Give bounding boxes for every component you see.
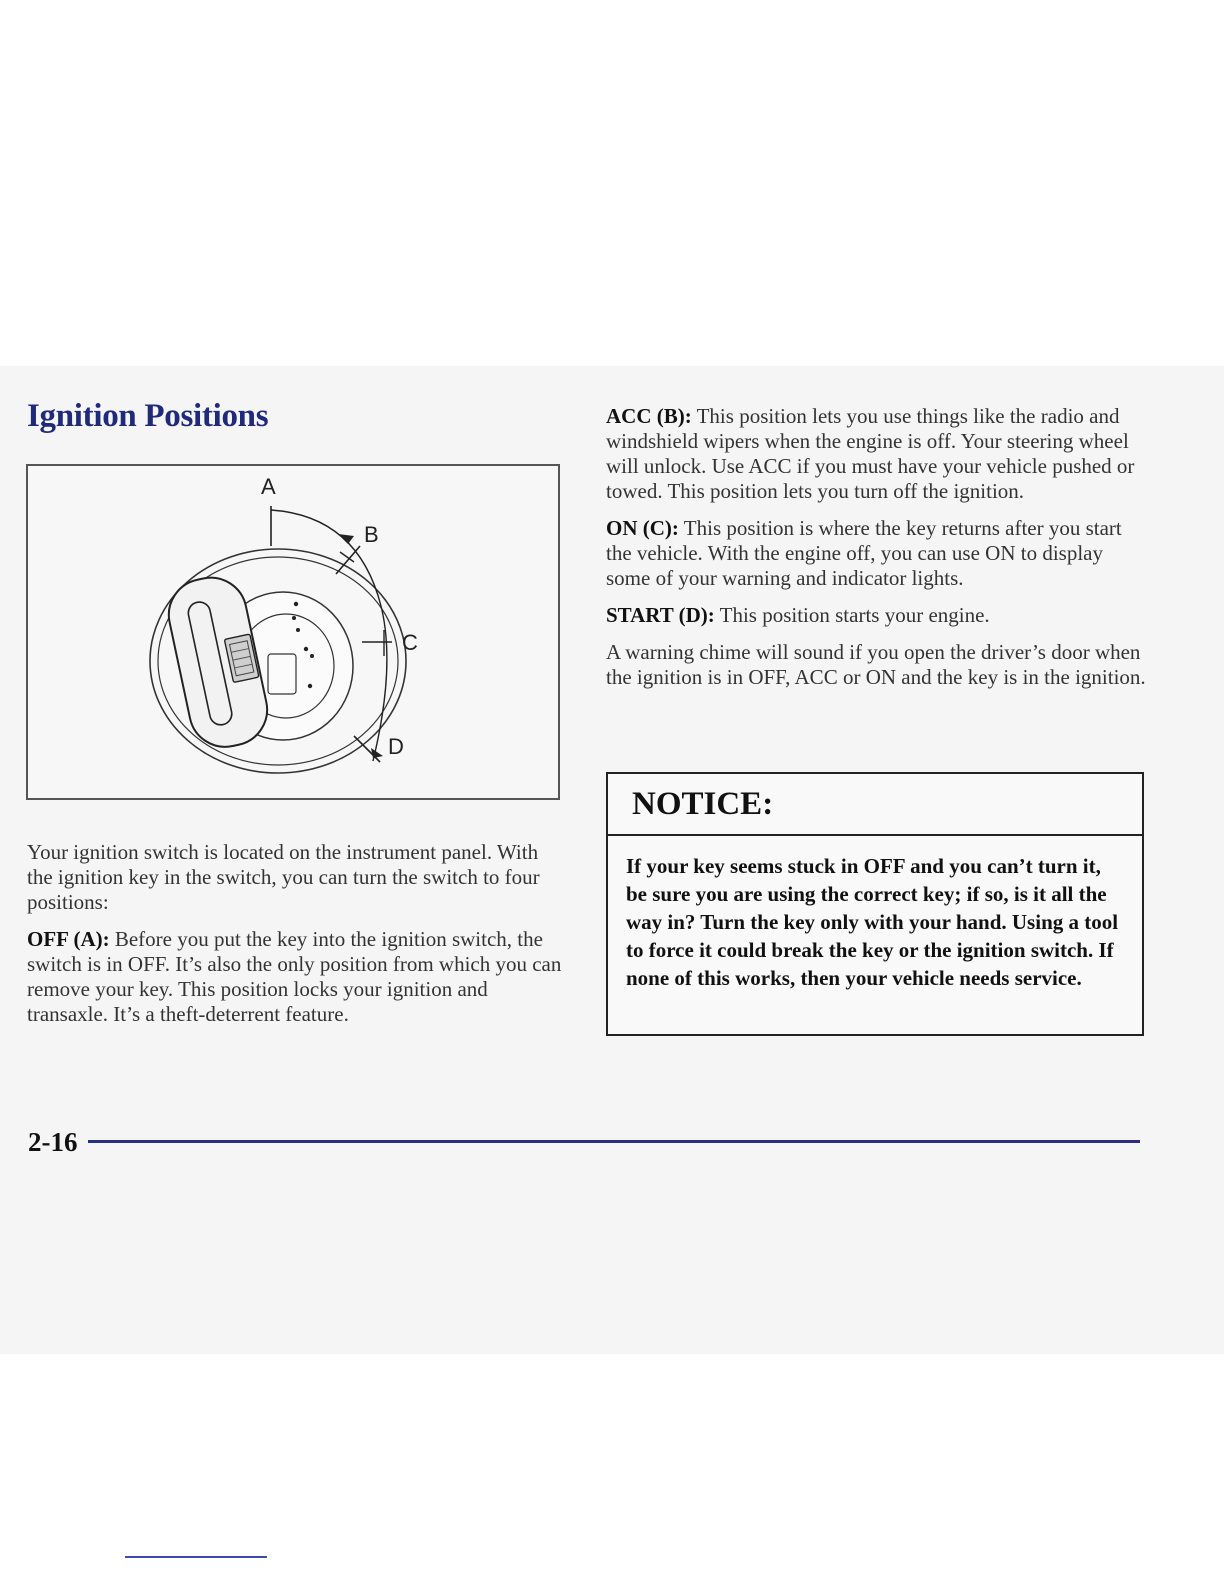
start-text: This position starts your engine.: [714, 603, 990, 627]
intro-paragraph: Your ignition switch is located on the instrument panel. With the ignition key in the switch, you can turn the switch to four positions:: [27, 840, 540, 914]
page-number: 2-16: [28, 1127, 78, 1157]
notice-body: If your key seems stuck in OFF and you can’t turn it, be sure you are using the correct key; if so, is it all the way in? Turn the key only with your hand. Using a tool to force it could break the key or the ignition switch. If none of this works, then your vehicle needs service.: [626, 854, 1119, 990]
acc-paragraph: [606, 404, 1146, 504]
left-column: [27, 840, 567, 1027]
off-text: Before you put the key into the ignition switch, the switch is in OFF. It’s also the only position from which you can remove your key. This position locks your ignition and transaxle. It’s a theft-deterrent feature.: [27, 927, 562, 1026]
position-label-b: B: [364, 522, 379, 547]
on-paragraph: [606, 516, 1146, 591]
ignition-switch-illustration: [28, 466, 558, 798]
start-lead: START (D):: [606, 603, 715, 627]
position-label-a: A: [261, 474, 276, 499]
chime-paragraph: A warning chime will sound if you open the driver’s door when the ignition is in OFF, ACC or ON and the key is in the ignition.: [606, 640, 1146, 689]
off-paragraph: [27, 927, 567, 1027]
start-paragraph: [606, 603, 1146, 628]
off-lead: OFF (A):: [27, 927, 110, 951]
ignition-diagram: [26, 464, 560, 800]
notice-box: [606, 772, 1144, 1036]
footer-rule: [88, 1140, 1140, 1143]
right-column: [606, 404, 1146, 690]
position-label-d: D: [388, 734, 404, 759]
on-lead: ON (C):: [606, 516, 679, 540]
bottom-link-underline: [125, 1556, 267, 1558]
page-title: Ignition Positions: [27, 398, 269, 434]
acc-text: This position lets you use things like the radio and windshield wipers when the engine is off. Your steering wheel will unlock. Use ACC if you must have your vehicle pushed or towed. This position lets you turn off the ignition.: [606, 404, 1135, 503]
position-label-c: C: [402, 630, 418, 655]
notice-heading: NOTICE:: [608, 774, 1142, 836]
on-text: This position is where the key returns after you start the vehicle. With the engine off, you can use ON to display some of your warning and indicator lights.: [606, 516, 1122, 590]
acc-lead: ACC (B):: [606, 404, 692, 428]
